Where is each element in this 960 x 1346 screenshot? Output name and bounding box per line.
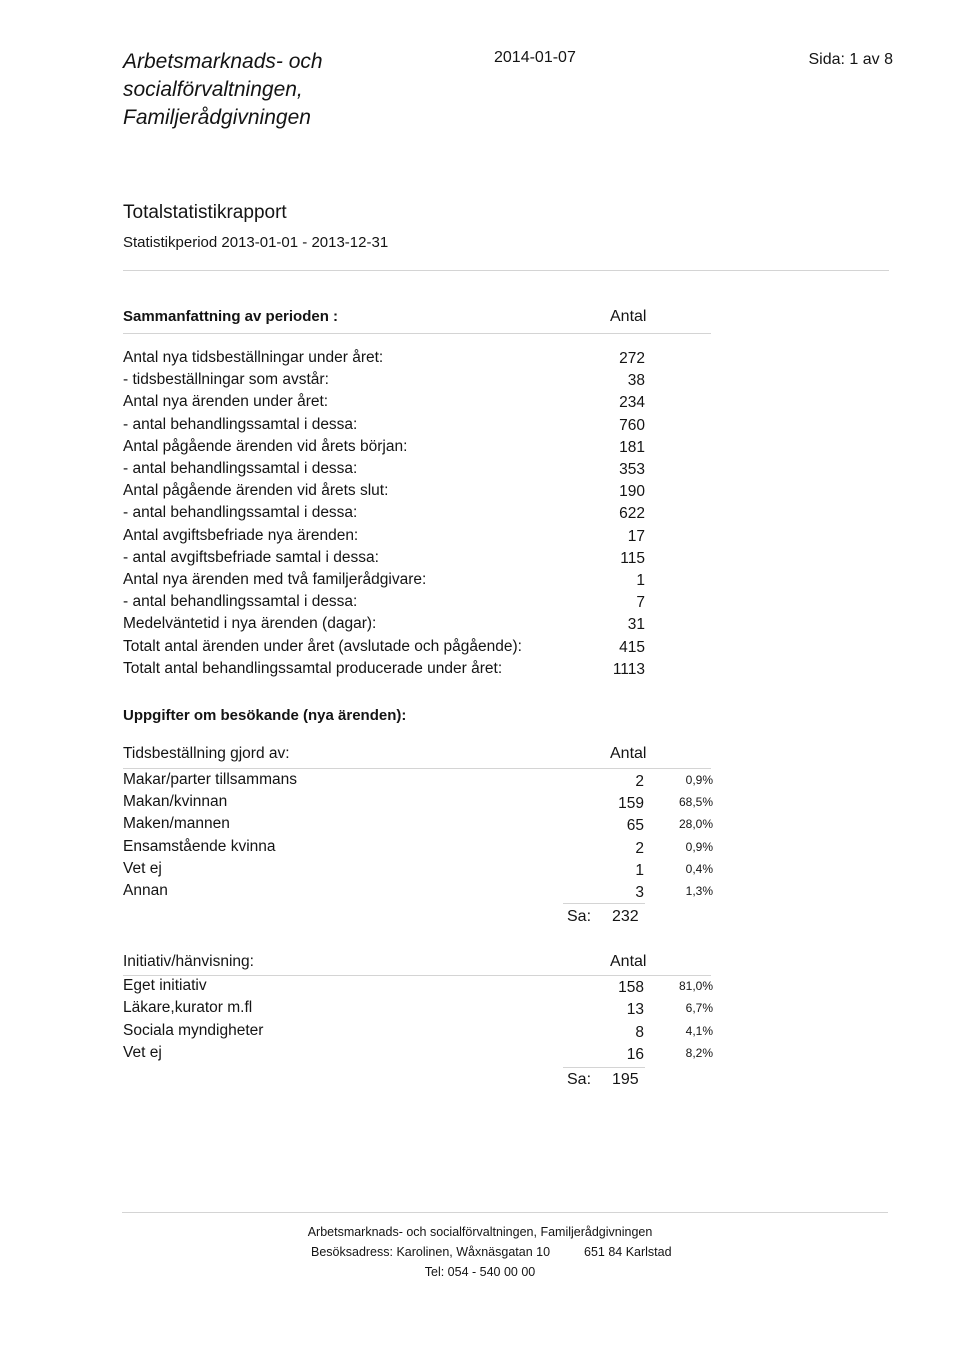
summary-row-value: 353 (619, 461, 645, 478)
summary-row-value: 1 (636, 572, 645, 589)
summary-row-value: 31 (627, 616, 645, 634)
summary-row-value: 234 (619, 394, 645, 412)
initiative-sum-value: 195 (612, 1071, 639, 1088)
initiative-row-percent: 6,7% (685, 1001, 713, 1016)
initiative-heading: Initiativ/hänvisning: (123, 953, 254, 970)
summary-row-value: 760 (619, 416, 645, 434)
summary-row-value: 115 (620, 549, 645, 567)
summary-row-label: Medelväntetid i nya ärenden (dagar): (123, 615, 377, 633)
booking-row-value: 2 (635, 839, 644, 857)
visitors-title: Uppgifter om besökande (nya ärenden): (123, 707, 407, 724)
booking-heading: Tidsbeställning gjord av: (123, 745, 290, 762)
initiative-row-value: 13 (626, 1001, 644, 1019)
booking-row-percent: 1,3% (685, 884, 713, 898)
initiative-row-value: 158 (618, 979, 644, 996)
initiative-row-label: Sociala myndigheter (123, 1021, 264, 1039)
footer-phone: Tel: 054 - 540 00 00 (424, 1265, 536, 1279)
initiative-row-value: 16 (626, 1045, 644, 1063)
divider (123, 270, 889, 271)
booking-row-percent: 0,9% (685, 773, 713, 787)
summary-row-value: 190 (619, 483, 645, 501)
footer-organization: Arbetsmarknads- och socialförvaltningen, Familjerådgivningen (307, 1225, 653, 1239)
initiative-row-label: Läkare,kurator m.fl (123, 999, 253, 1017)
summary-row-value: 415 (619, 638, 645, 656)
organization-name-line-3: Familjerådgivningen (123, 106, 311, 129)
booking-row-label: Maken/mannen (123, 815, 230, 833)
summary-row-label: Antal nya tidsbeställningar under året: (123, 349, 384, 366)
summary-row-label: Antal nya ärenden med två familjerådgivare: (123, 571, 427, 588)
summary-title: Sammanfattning av perioden : (123, 308, 339, 325)
booking-column-header: Antal (610, 745, 647, 762)
summary-row-value: 17 (627, 527, 645, 545)
summary-row-label: Antal pågående ärenden vid årets slut: (123, 482, 389, 500)
report-date: 2014-01-07 (494, 49, 576, 66)
booking-sum-label: Sa: (567, 908, 592, 925)
initiative-row-percent: 4,1% (685, 1023, 713, 1038)
divider (123, 975, 711, 976)
summary-column-header: Antal (610, 308, 647, 325)
summary-row-value: 38 (627, 372, 645, 390)
booking-row-label: Vet ej (123, 859, 162, 877)
summary-row-label: Totalt antal behandlingssamtal producerade under året: (123, 659, 503, 677)
initiative-column-header: Antal (610, 953, 647, 970)
booking-row-value: 65 (626, 817, 644, 835)
summary-row-value: 622 (619, 505, 645, 523)
booking-row-percent: 0,9% (685, 839, 713, 854)
initiative-row-percent: 81,0% (678, 979, 713, 993)
booking-row-label: Ensamstående kvinna (123, 837, 276, 855)
booking-row-label: Annan (123, 882, 168, 899)
summary-row-label: Antal pågående ärenden vid årets början: (123, 437, 408, 455)
divider (123, 768, 711, 769)
booking-row-percent: 0,4% (685, 861, 713, 876)
summary-row-label: - antal behandlingssamtal i dessa: (123, 415, 358, 433)
footer-address: Besöksadress: Karolinen, Wåxnäsgatan 10 (311, 1245, 551, 1259)
booking-row-label: Makan/kvinnan (123, 793, 228, 811)
initiative-row-label: Eget initiativ (123, 977, 207, 994)
initiative-row-label: Vet ej (123, 1043, 162, 1061)
summary-row-value: 7 (636, 594, 645, 612)
sum-divider (563, 1067, 645, 1068)
divider (123, 333, 711, 334)
summary-row-label: Antal nya ärenden under året: (123, 393, 329, 411)
summary-row-label: Totalt antal ärenden under året (avslutade och pågående): (123, 637, 522, 655)
initiative-sum-label: Sa: (567, 1071, 592, 1088)
booking-row-percent: 68,5% (678, 795, 713, 810)
summary-row-label: Antal avgiftsbefriade nya ärenden: (123, 526, 359, 544)
booking-sum-value: 232 (612, 908, 639, 925)
report-period: Statistikperiod 2013-01-01 - 2013-12-31 (123, 234, 389, 251)
initiative-row-percent: 8,2% (685, 1045, 713, 1060)
report-title: Totalstatistikrapport (123, 202, 287, 223)
footer-postal: 651 84 Karlstad (584, 1245, 672, 1259)
organization-name-line-1: Arbetsmarknads- och (123, 50, 323, 73)
summary-row-value: 1113 (612, 660, 645, 678)
page-indicator: Sida: 1 av 8 (808, 51, 893, 68)
booking-row-label: Makar/parter tillsammans (123, 771, 297, 788)
summary-row-label: - antal behandlingssamtal i dessa: (123, 593, 358, 611)
sum-divider (563, 903, 645, 904)
booking-row-percent: 28,0% (678, 817, 713, 832)
summary-row-value: 272 (619, 350, 645, 367)
summary-row-label: - antal behandlingssamtal i dessa: (123, 504, 358, 522)
summary-row-label: - antal behandlingssamtal i dessa: (123, 460, 358, 477)
initiative-row-value: 8 (635, 1023, 644, 1041)
footer-divider (122, 1212, 888, 1213)
summary-row-label: - tidsbeställningar som avstår: (123, 371, 329, 389)
booking-row-value: 159 (618, 795, 644, 813)
booking-row-value: 3 (635, 884, 644, 901)
booking-row-value: 1 (635, 861, 644, 879)
booking-row-value: 2 (635, 773, 644, 790)
organization-name-line-2: socialförvaltningen, (123, 78, 303, 101)
summary-row-label: - antal avgiftsbefriade samtal i dessa: (123, 548, 379, 566)
summary-row-value: 181 (619, 438, 645, 456)
